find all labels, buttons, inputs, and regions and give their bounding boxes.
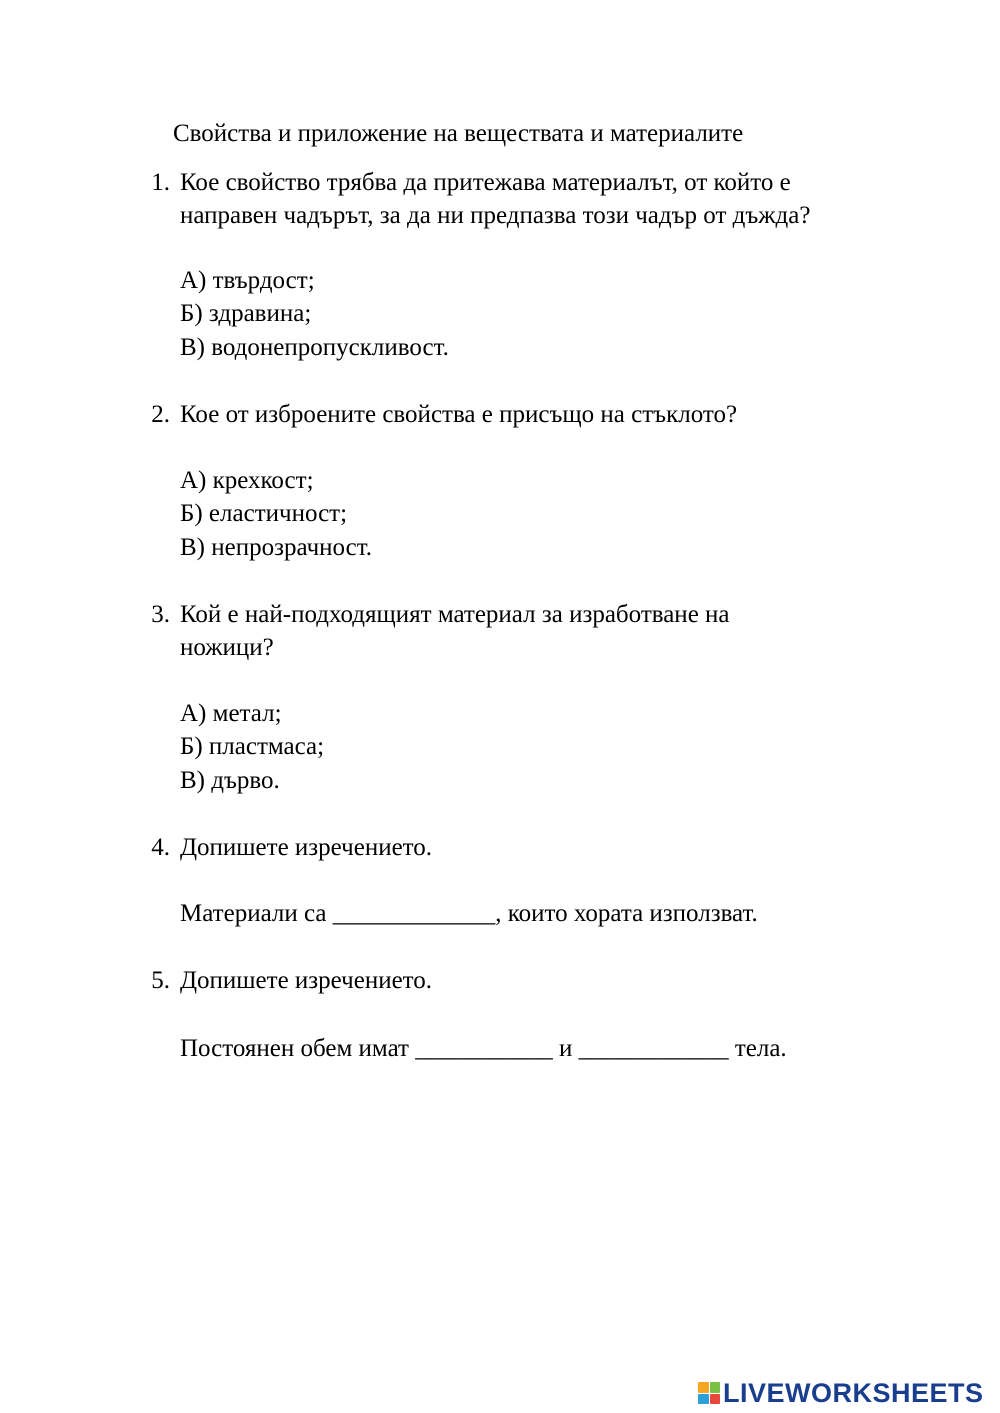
question-2-option-b[interactable]: Б) еластичност; [180,500,348,527]
question-3-option-b[interactable]: Б) пластмаса; [180,733,325,760]
liveworksheets-logo [698,1379,984,1407]
logo-tile-v [698,1394,709,1405]
question-5-fill-sentence[interactable]: Постоянен обем имат ___________ и ____________ тела. [180,1035,787,1062]
question-1-option-b[interactable]: Б) здравина; [180,300,312,327]
liveworksheets-logo-icon [698,1382,720,1404]
question-3-number: 3. [151,601,170,628]
question-3-option-a[interactable]: А) метал; [180,700,282,727]
question-3-text-line-1: Кой е най-подходящият материал за изработване на [180,601,730,628]
question-2-text-line-1: Кое от изброените свойства е присъщо на стъклото? [180,401,738,428]
logo-tile-i [710,1382,721,1393]
question-1-text-line-1: Кое свойство трябва да притежава материалът, от който е [180,169,791,196]
question-2-option-a[interactable]: А) крехкост; [180,467,314,494]
question-2-number: 2. [151,401,170,428]
question-4-text: Допишете изречението. [180,834,433,861]
question-2-option-c[interactable]: В) непрозрачност. [180,534,373,561]
question-5-text: Допишете изречението. [180,967,433,994]
page-title: Свойства и приложение на веществата и материалите [173,120,744,147]
question-5-number: 5. [151,967,170,994]
question-3-option-c[interactable]: В) дърво. [180,767,280,794]
liveworksheets-logo-text: LIVEWORKSHEETS [723,1378,984,1408]
question-1-option-a[interactable]: А) твърдост; [180,267,315,294]
logo-tile-l [698,1382,709,1393]
question-1-number: 1. [151,169,170,196]
question-4-fill-sentence[interactable]: Материали са _____________, които хората използват. [180,900,758,927]
logo-tile-e [710,1394,721,1405]
question-1-option-c[interactable]: В) водонепропускливост. [180,334,449,361]
question-4-number: 4. [151,834,170,861]
question-1-text-line-2: направен чадърът, за да ни предпазва този чадър от дъжда? [180,202,811,229]
question-3-text-line-2: ножици? [180,634,274,661]
